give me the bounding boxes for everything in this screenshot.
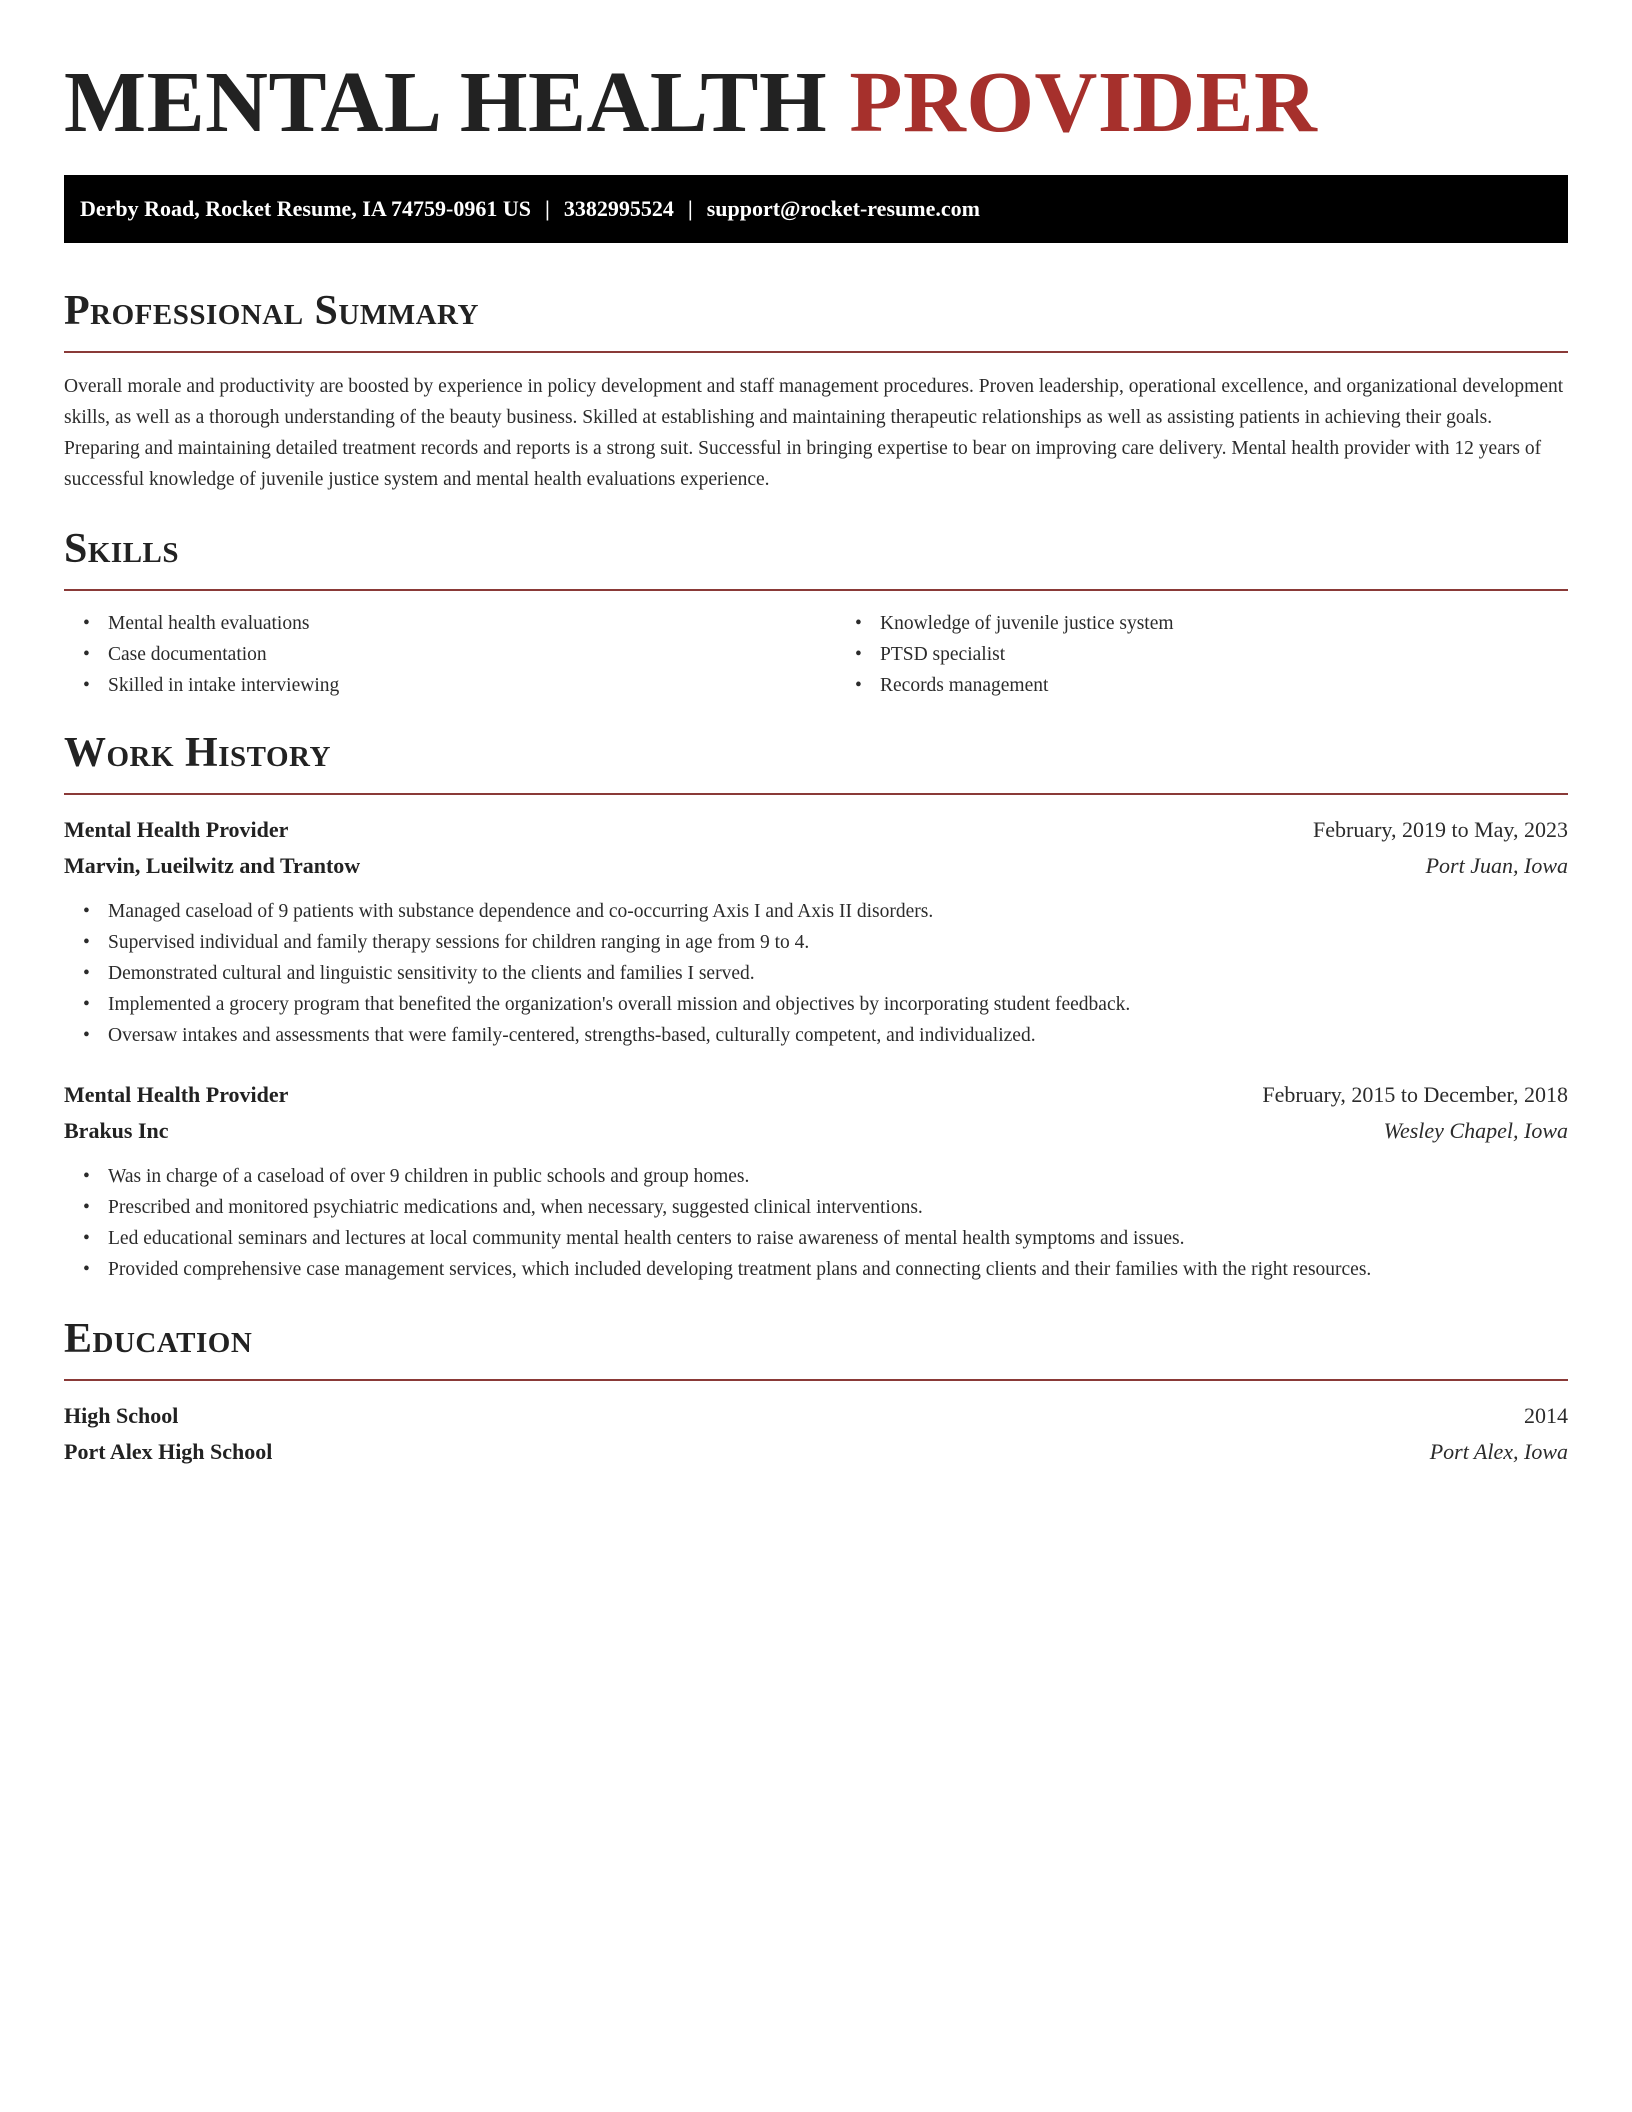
- job-dates: February, 2019 to May, 2023: [1313, 817, 1568, 842]
- summary-text: Overall morale and productivity are boosted by experience in policy development and staff management procedures. Proven leadership, operational excellence, and organizational development skills, as well as a thorough understanding of the beauty business. Skilled at establishing and maintaining therapeutic relationships as well as assisting patients in achieving their goals. Preparing and maintaining detailed treatment records and reports is a strong suit. Successful in bringing expertise to bear on improving care delivery. Mental health provider with 12 years of successful knowledge of juvenile justice system and mental health evaluations experience.: [64, 376, 1564, 490]
- education-location: Port Alex, Iowa: [1429, 1439, 1568, 1464]
- job-dates: February, 2015 to December, 2018: [1262, 1082, 1568, 1107]
- contact-phone: 3382995524: [563, 196, 674, 221]
- contact-separator: |: [544, 196, 550, 221]
- skills-columns: [64, 608, 1568, 701]
- education-school: Port Alex High School: [64, 1439, 273, 1464]
- job-duties: [64, 1161, 1568, 1285]
- contact-address: Derby Road, Rocket Resume, IA 74759-0961 US: [80, 196, 531, 221]
- job-header: [64, 812, 1568, 848]
- skill-item: • Case documentation: [108, 639, 804, 670]
- job-position: Mental Health Provider: [64, 1082, 289, 1107]
- section-divider: [64, 793, 1568, 795]
- skill-item: • Knowledge of juvenile justice system: [880, 608, 1544, 639]
- skills-section: [64, 523, 1568, 701]
- duty-item: • Demonstrated cultural and linguistic sensitivity to the clients and families I served.: [108, 958, 1568, 989]
- skills-list-right: [804, 608, 1544, 701]
- job-location: Wesley Chapel, Iowa: [1383, 1118, 1568, 1143]
- section-title-work-history: Work History: [64, 730, 331, 776]
- duty-item: • Led educational seminars and lectures at local community mental health centers to raise awareness of mental health symptoms and issues.: [108, 1223, 1568, 1254]
- job-entry: [64, 812, 1568, 1051]
- job-location: Port Juan, Iowa: [1425, 853, 1568, 878]
- education-header: [64, 1398, 1568, 1434]
- name-last: PROVIDER: [849, 53, 1318, 150]
- section-divider: [64, 351, 1568, 353]
- contact-separator: |: [687, 196, 693, 221]
- skill-item: • PTSD specialist: [880, 639, 1544, 670]
- job-header: [64, 1077, 1568, 1113]
- education-section: [64, 1313, 1568, 1470]
- duty-item: • Provided comprehensive case management services, which included developing treatment plans and connecting clients and their families with the right resources.: [108, 1254, 1568, 1285]
- job-position: Mental Health Provider: [64, 817, 289, 842]
- section-title-education: Education: [64, 1316, 253, 1362]
- section-divider: [64, 1379, 1568, 1381]
- skill-item: • Skilled in intake interviewing: [108, 670, 804, 701]
- work-history-section: [64, 727, 1568, 1285]
- job-company: Marvin, Lueilwitz and Trantow: [64, 853, 361, 878]
- skill-item: • Mental health evaluations: [108, 608, 804, 639]
- duty-item: • Managed caseload of 9 patients with substance dependence and co-occurring Axis I and Axis II disorders.: [108, 896, 1568, 927]
- section-title-summary: Professional Summary: [64, 288, 479, 334]
- job-subheader: [64, 1113, 1568, 1149]
- job-subheader: [64, 848, 1568, 884]
- duty-item: • Implemented a grocery program that benefited the organization's overall mission and objectives by incorporating student feedback.: [108, 989, 1568, 1020]
- resume-name: [64, 52, 1568, 152]
- skills-list-left: [64, 608, 804, 701]
- education-entry: [64, 1398, 1568, 1470]
- job-duties: [64, 896, 1568, 1051]
- section-title-skills: Skills: [64, 526, 180, 572]
- job-company: Brakus Inc: [64, 1118, 169, 1143]
- duty-item: • Prescribed and monitored psychiatric medications and, when necessary, suggested clinical interventions.: [108, 1192, 1568, 1223]
- summary-section: [64, 285, 1568, 495]
- education-subheader: [64, 1434, 1568, 1470]
- skill-item: • Records management: [880, 670, 1544, 701]
- job-entry: [64, 1077, 1568, 1285]
- duty-item: • Was in charge of a caseload of over 9 children in public schools and group homes.: [108, 1161, 1568, 1192]
- education-year: 2014: [1524, 1403, 1568, 1428]
- duty-item: • Supervised individual and family therapy sessions for children ranging in age from 9 to 4.: [108, 927, 1568, 958]
- section-divider: [64, 589, 1568, 591]
- education-degree: High School: [64, 1403, 179, 1428]
- contact-email: support@rocket-resume.com: [706, 196, 980, 221]
- name-first: MENTAL HEALTH: [64, 53, 828, 150]
- duty-item: • Oversaw intakes and assessments that were family-centered, strengths-based, culturally competent, and individualized.: [108, 1020, 1568, 1051]
- contact-bar: [64, 175, 1568, 243]
